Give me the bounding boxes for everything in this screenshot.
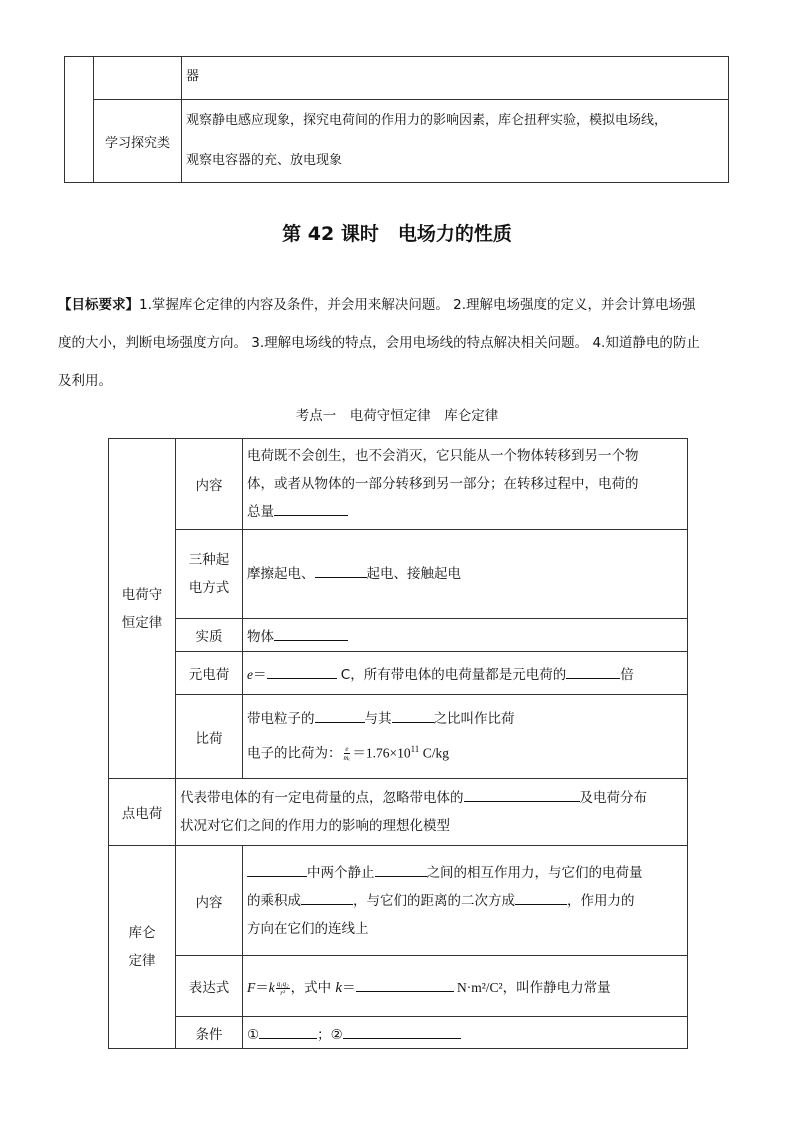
ratio-num: e: [345, 744, 349, 753]
ratio-content: [243, 695, 688, 779]
top-table-row1-text: 器: [182, 57, 729, 100]
section-heading: 考点一 电荷守恒定律 库仑定律: [295, 408, 499, 424]
expr-num: q₁q₂: [276, 979, 289, 988]
top-table: [64, 56, 729, 183]
ratio-label: 比荷: [176, 695, 243, 779]
point-charge-line2: 状况对它们之间的作用力的影响的理想化模型: [180, 818, 450, 834]
methods-label-2: 电方式: [188, 580, 230, 596]
answer-blank[interactable]: [375, 862, 427, 877]
expr-k: k: [268, 979, 275, 995]
answer-blank[interactable]: [356, 977, 454, 992]
lesson-title: 第 42 课时 电场力的性质: [282, 223, 512, 245]
point-charge-label: 点电荷: [109, 779, 176, 846]
answer-blank[interactable]: [259, 1024, 317, 1039]
coulomb-fraction: [276, 981, 290, 997]
objectives-line1: [58, 286, 738, 324]
expr-den: r²: [280, 988, 286, 997]
coulomb-content-label: 内容: [176, 846, 243, 956]
coulomb-text-2b: ，与它们的距离的二次方成: [353, 892, 515, 909]
point-charge-text-b: 及电荷分布: [579, 790, 647, 806]
coulomb-text-1a: 中两个静止: [307, 864, 375, 881]
objectives-line2: 度的大小，判断电场强度方向。 3.理解电场线的特点，会用电场线的特点解决相关问题。 4.知道静电的防止: [58, 335, 700, 351]
answer-blank[interactable]: [566, 664, 620, 679]
methods-label-1: 三种起: [188, 552, 230, 568]
condition-label: 条件: [176, 1017, 243, 1049]
condition-content: [243, 1017, 688, 1049]
expr-eq2: ＝: [342, 979, 356, 996]
answer-blank[interactable]: [301, 890, 353, 905]
cond-sep: ；: [317, 1026, 331, 1043]
ratio-line2: 电子的比荷为：: [247, 745, 342, 762]
top-table-empty-cell: [94, 57, 182, 100]
answer-blank[interactable]: [274, 501, 348, 516]
expr-k2: k: [335, 979, 343, 996]
ratio-exp: 11: [410, 744, 420, 755]
ratio-text-a: 带电粒子的: [247, 711, 315, 728]
elem-charge-unit: C，所有带电体的电荷量都是元电荷的: [340, 667, 567, 683]
elem-charge-label: 元电荷: [176, 652, 243, 695]
main-table: [108, 438, 688, 1049]
elem-charge-eq: ＝: [253, 667, 267, 683]
ratio-text-b: 与其: [364, 711, 392, 728]
objectives-line3: 及利用。: [58, 373, 112, 389]
answer-blank[interactable]: [515, 890, 567, 905]
expr-F: F: [247, 979, 256, 995]
coulomb-text-2a: 的乘积成: [247, 892, 301, 909]
top-table-row2-content: [182, 100, 729, 183]
coulomb-line3: 方向在它们的连线上: [247, 920, 369, 937]
answer-blank[interactable]: [392, 708, 434, 723]
objectives-text1: 1.掌握库仑定律的内容及条件，并会用来解决问题。 2.理解电场强度的定义，并会计算电场强: [139, 297, 696, 313]
conservation-group-label: [109, 439, 176, 779]
conservation-line1: 电荷既不会创生，也不会消灭，它只能从一个物体转移到另一个物: [247, 448, 639, 464]
coulomb-content: [243, 846, 688, 956]
top-table-outer-cell: [65, 57, 94, 183]
expr-eq: ＝: [255, 979, 269, 996]
expression-label: 表达式: [176, 956, 243, 1017]
coulomb-group-label: [109, 846, 176, 1049]
expression-content: [243, 956, 688, 1017]
top-table-row2-line2: 观察电容器的充、放电现象: [186, 153, 343, 168]
ratio-text-c: 之比叫作比荷: [433, 711, 515, 728]
essence-text: 物体: [247, 629, 274, 645]
elem-charge-var: e: [247, 667, 253, 682]
objectives-label: 【目标要求】: [58, 297, 139, 313]
cond-2: ②: [330, 1026, 343, 1043]
answer-blank[interactable]: [464, 787, 580, 802]
coulomb-label-1: 库仑: [128, 925, 156, 941]
coulomb-label-2: 定律: [128, 953, 156, 969]
top-table-row2-line1: 观察静电感应现象，探究电荷间的作用力的影响因素，库仑扭秤实验，模拟电场线，: [186, 113, 668, 128]
elem-charge-content: [243, 652, 688, 695]
objectives: [58, 286, 738, 400]
conservation-label-1: 电荷守: [121, 586, 163, 603]
top-table-row2-label: 学习探究类: [94, 100, 182, 183]
coulomb-text-1b: 之间的相互作用力，与它们的电荷量: [426, 864, 643, 881]
point-charge-text-a: 代表带电体的有一定电荷量的点，忽略带电体的: [180, 790, 464, 806]
conservation-content-label: 内容: [176, 439, 243, 530]
elem-charge-tail: 倍: [620, 667, 634, 683]
conservation-line3: 总量: [247, 504, 274, 520]
ratio-unit: C/kg: [419, 745, 449, 761]
conservation-label-2: 恒定律: [121, 614, 163, 631]
electron-ratio-fraction: [343, 746, 352, 762]
essence-label: 实质: [176, 619, 243, 652]
methods-label: [176, 530, 243, 619]
ratio-value: ＝1.76×10: [352, 745, 411, 761]
methods-content: [243, 530, 688, 619]
expr-mid: ，式中: [290, 979, 336, 996]
methods-text-a: 摩擦起电、: [247, 566, 315, 582]
conservation-content: [243, 439, 688, 530]
methods-text-b: 起电、接触起电: [366, 566, 461, 582]
point-charge-content: [176, 779, 688, 846]
cond-1: ①: [247, 1026, 260, 1043]
expr-unit: N·m²/C²，叫作静电力常量: [453, 979, 611, 995]
coulomb-text-2c: ，作用力的: [567, 892, 635, 909]
ratio-den: mₑ: [343, 753, 351, 762]
answer-blank[interactable]: [343, 1024, 461, 1039]
answer-blank[interactable]: [267, 664, 337, 679]
answer-blank[interactable]: [274, 626, 348, 641]
answer-blank[interactable]: [315, 563, 367, 578]
conservation-line2: 体，或者从物体的一部分转移到另一部分；在转移过程中，电荷的: [247, 476, 639, 492]
answer-blank[interactable]: [315, 708, 365, 723]
essence-content: [243, 619, 688, 652]
answer-blank[interactable]: [247, 862, 307, 877]
